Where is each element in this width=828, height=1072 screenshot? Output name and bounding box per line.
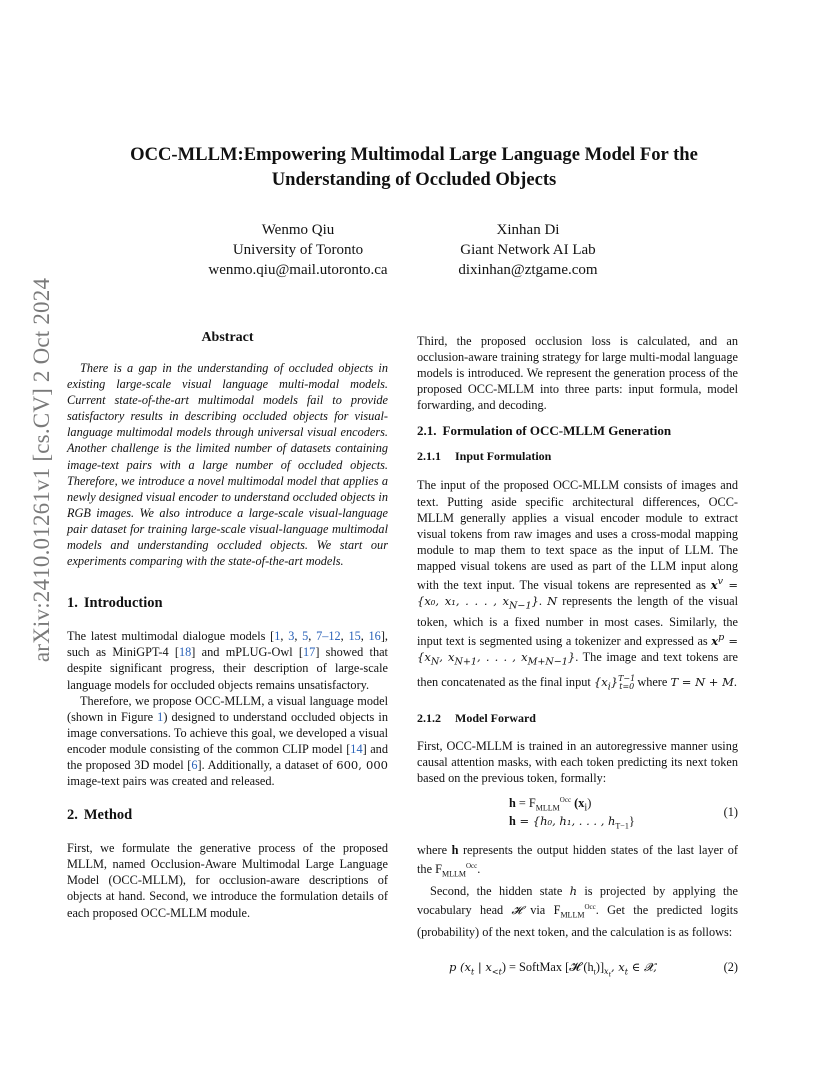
input-formulation-paragraph: [417, 477, 738, 695]
section-number: 1.: [67, 595, 78, 612]
citation-link[interactable]: 5: [302, 629, 309, 644]
citation-link[interactable]: 7–12: [316, 629, 341, 644]
author-affiliation: University of Toronto: [232, 242, 364, 258]
paper-title: OCC-MLLM:Empowering Multimodal Large Language Model For the Understanding of Occluded Objects: [130, 144, 698, 190]
citation-link[interactable]: 14: [350, 741, 363, 756]
text-run: where: [634, 674, 671, 689]
subsubsection-heading-forward: [417, 711, 738, 726]
citation-link[interactable]: 1: [274, 629, 281, 644]
author-affiliation: Giant Network AI Lab: [460, 242, 596, 258]
equation-1: [417, 792, 738, 836]
intro-paragraph-1: [67, 628, 388, 692]
citation-link[interactable]: 18: [178, 645, 192, 660]
author-email: dixinhan@ztgame.com: [458, 262, 598, 278]
text-run: The latest multimodal dialogue models [: [67, 629, 275, 644]
equation-number: (2): [723, 959, 738, 974]
text-run: ]. Additionally, a dataset of: [197, 757, 337, 772]
method-paragraph-1: First, we formulate the generative process of the proposed MLLM, named Occlusion-Aware Multimodal Large Language Model (OCC-MLLM), for occlusion-aware descriptions of objects at hand. Second, we introduce the formulation details of each proposed OCC-MLLM module.: [67, 841, 388, 920]
equation-1-line-2: h = {h₀, h₁, . . . , $h_{T-1}$}: [509, 814, 635, 831]
section-title: Introduction: [83, 595, 163, 612]
citation-link[interactable]: 17: [303, 645, 316, 660]
author-name: Xinhan Di: [496, 222, 560, 238]
abstract-text: There is a gap in the understanding of occluded objects in existing large-scale visual language multi-modal models. Current state-of-the-art multimodal models fail to provide satisfactory results in describing occluded objects for visual-language multimodal models through universal visual encoders. Another challenge is the limited number of datasets containing image-text pairs with a large number of occluded objects. Therefore, we introduce a novel multimodal model that applies a newly designed visual encoder to understand occluded objects in RGB images. We also introduce a large-scale visual-language pair dataset for training large-scale visual-language multimodal models and understanding occluded objects. We start our experiments comparing with the state-of-the-art models.: [67, 361, 388, 569]
text-run: ,: [294, 629, 303, 644]
subsubsection-heading-input: [417, 449, 738, 464]
section-number: 2.1.: [417, 423, 437, 439]
equation-1-line-1: $h = F_{MLLM}^{Occ}$ $(x_i)$: [509, 796, 592, 814]
equation-2: [417, 960, 738, 980]
author-email: wenmo.qiu@mail.utoronto.ca: [208, 262, 388, 278]
arxiv-identifier-stamp: [22, 265, 62, 675]
citation-link[interactable]: 15: [348, 629, 361, 644]
text-run: The input of the proposed OCC-MLLM consists of images and text. Putting aside specific architectural differences, OCC-MLLM generally applies a visual encoder module to extract visual tokens from raw images and uses a cross-modal mapping module to map them to text space as the input of LLM. The mapped visual tokens are used as part of the LLM input along with the text input. The visual tokens are represented as: [417, 478, 738, 592]
model-forward-paragraph-3: [417, 883, 738, 940]
text-run: Second, the hidden state: [430, 883, 570, 898]
text-run: ] showed that despite significant progress, their description of large-scale language models for occluded objects remains unsatisfactory.: [67, 645, 388, 692]
citation-link[interactable]: 6: [191, 757, 198, 772]
author-block-2: [398, 220, 658, 280]
citation-link[interactable]: 16: [368, 629, 381, 644]
author-block-1: [168, 220, 428, 280]
section-title: Formulation of OCC-MLLM Generation: [442, 423, 672, 439]
text-run: via: [521, 903, 554, 918]
text-run: .: [733, 674, 737, 689]
arxiv-identifier-text: arXiv:2410.01261v1 [cs.CV] 2 Oct 2024: [29, 277, 55, 663]
right-column: [417, 333, 738, 980]
abstract-heading: Abstract: [201, 330, 254, 345]
citation-link[interactable]: 3: [288, 629, 295, 644]
text-run: .: [538, 593, 548, 608]
text-run: ] and mPLUG-Owl [: [191, 645, 304, 660]
text-run: ,: [308, 629, 317, 644]
section-title: Input Formulation: [455, 449, 552, 464]
figure-link[interactable]: 1: [157, 709, 164, 724]
inline-math: 𝓗: [511, 903, 522, 918]
text-run: image-text pairs was created and released.: [67, 774, 275, 789]
text-run: ,: [280, 629, 289, 644]
text-run: where: [417, 843, 452, 858]
method-paragraph-2: Third, the proposed occlusion loss is calculated, and an occlusion-aware training strategy for large multi-modal language models is introduced. We represent the generation process of the proposed OCC-MLLM into three parts: input formula, model forwarding, and decoding.: [417, 334, 738, 413]
section-heading-introduction: [67, 595, 388, 612]
text-run: .: [477, 862, 481, 877]
inline-math: $\{x_i\}^{T-1}_{t=0}$: [593, 673, 636, 692]
inline-math: h: [451, 843, 459, 858]
equation-2-body: p ($x_t$ | $x_{<t}$) = SoftMax [𝓗 $(h_t)]_{x_t}$, $x_t$ ∈ 𝓧,: [449, 959, 657, 979]
left-column: [67, 330, 388, 921]
section-number: 2.1.1: [417, 449, 441, 464]
section-title: Model Forward: [455, 710, 536, 725]
subsection-heading-formulation: [417, 423, 738, 439]
text-run: ) designed to understand occluded objects in image conversations. To achieve this goal, we developed a visual encoder module consisting of the common CLIP model [: [67, 709, 388, 756]
inline-math: $F_{MLLM}^{Occ}$: [435, 862, 478, 879]
section-title: Method: [83, 807, 133, 824]
section-number: 2.1.2: [417, 710, 441, 725]
model-forward-paragraph-1: First, OCC-MLLM is trained in an autoregressive manner using causal attention masks, with each token predicting its next token based on the previous token, formally:: [417, 738, 738, 786]
text-run: represents the output hidden states of the last layer of the: [417, 843, 738, 877]
section-heading-method: [67, 807, 388, 824]
text-run: ,: [340, 629, 349, 644]
text-run: is projected by applying the vocabulary head: [417, 883, 738, 918]
math-number: 600, 000: [336, 757, 388, 772]
inline-math: h: [569, 883, 578, 898]
intro-paragraph-2: [67, 693, 388, 790]
inline-math: $x^v = \{x_0$, x₁, . . . , $x_{N-1}$}: [417, 576, 738, 612]
text-run: ,: [360, 629, 369, 644]
section-number: 2.: [67, 807, 78, 824]
text-run: Therefore, we propose OCC-MLLM, a visual language model (shown in Figure: [67, 693, 388, 724]
author-name: Wenmo Qiu: [261, 222, 335, 238]
text-run: . The image and text tokens are then concatenated as the final input: [417, 650, 738, 689]
text-run: ] and the proposed 3D model [: [67, 741, 388, 772]
inline-math: $F_{MLLM}^{Occ}$: [553, 903, 596, 920]
inline-math: N: [547, 593, 558, 608]
text-run: ], such as MiniGPT-4 [: [67, 629, 388, 660]
text-run: represents the length of the visual token, which is a fixed number in most cases. Similarly, the input text is segmented using a tokenizer and expressed as: [417, 593, 738, 649]
text-run: . Get the predicted logits (probability) of the next token, and the calculation is as follows:: [417, 903, 738, 939]
inline-math: T = N + M: [670, 674, 734, 689]
inline-math: $x^p = \{x_N$, $x_{N+1}$, . . . , $x_{M+N-1}$}: [417, 632, 738, 668]
model-forward-paragraph-2: [417, 842, 738, 883]
equation-number: (1): [723, 805, 738, 820]
